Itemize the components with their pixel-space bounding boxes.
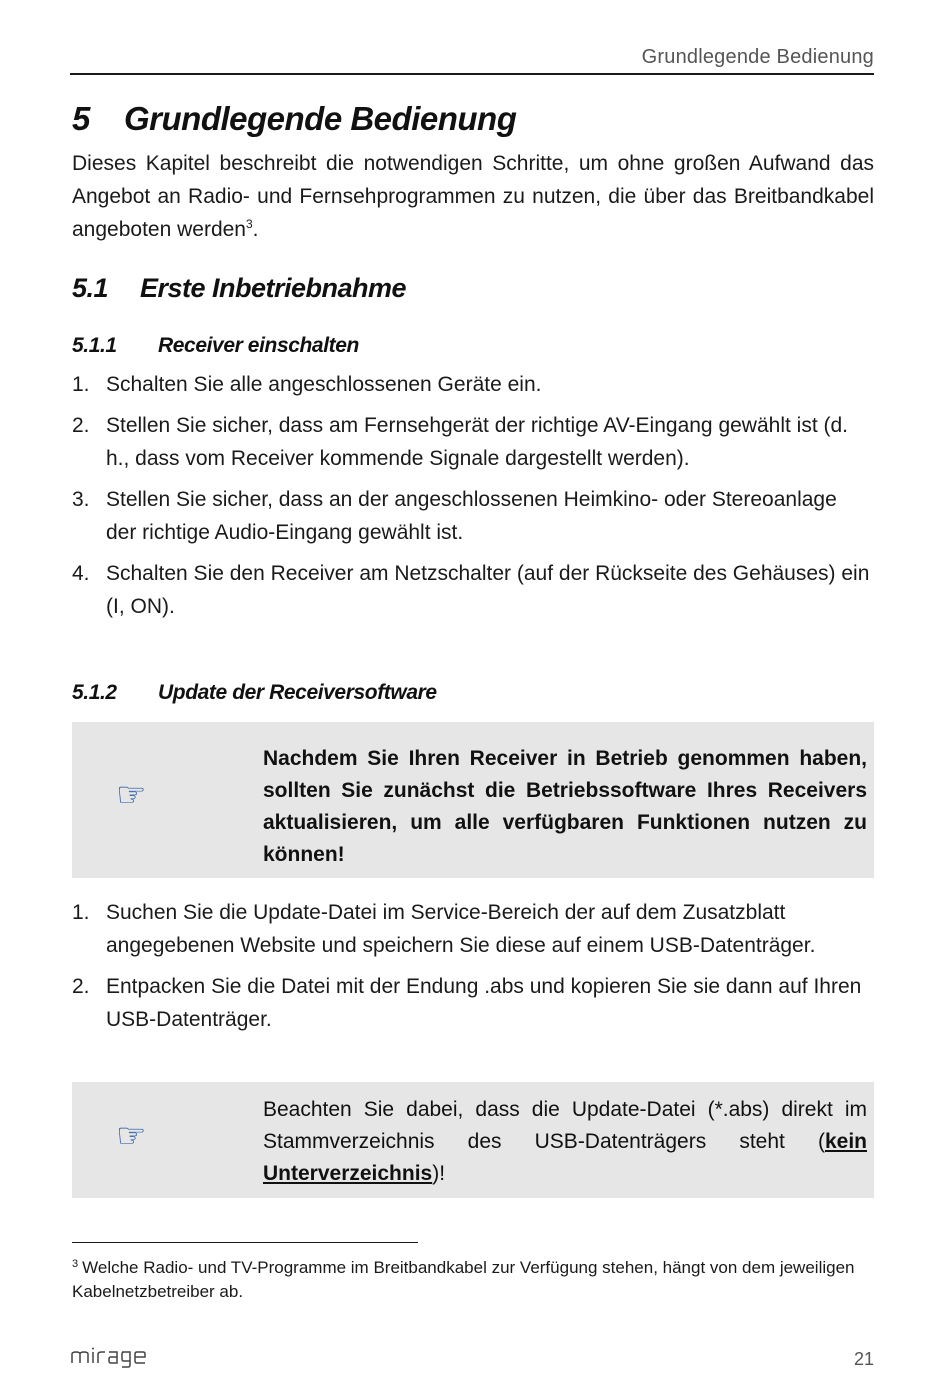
mirage-logo (70, 1346, 156, 1368)
list-item: 2. Stellen Sie sicher, dass am Fernsehgerät der richtige AV-Eingang gewählt ist (d. h., dass vom Receiver kommende Signale dargestellt werden). (72, 414, 849, 470)
list-item: 1. Schalten Sie alle angeschlossenen Geräte ein. (72, 373, 542, 396)
note-box-update (72, 722, 874, 878)
subsection-title: Update der Receiversoftware (158, 681, 437, 704)
section-number: 5.1 (72, 273, 109, 303)
chapter-number: 5 (72, 100, 90, 137)
pointing-hand-icon: ☞ (116, 1116, 147, 1156)
footnote (72, 1256, 872, 1304)
update-steps (72, 896, 872, 1044)
chapter-title: Grundlegende Bedienung (124, 100, 517, 137)
footnote-marker: 3 (72, 1258, 79, 1270)
header-rule (70, 73, 874, 75)
subsection-heading-update (72, 681, 437, 705)
list-item: 3. Stellen Sie sicher, dass an der angeschlossenen Heimkino- oder Stereoanlage der richtige Audio-Eingang gewählt ist. (72, 488, 837, 544)
subsection-number: 5.1.2 (72, 681, 117, 704)
chapter-heading (72, 100, 516, 138)
subsection-heading-receiver (72, 334, 359, 358)
subsection-title: Receiver einschalten (158, 334, 359, 357)
emphasis-text: kein Unterverzeichnis (263, 1130, 867, 1185)
list-item: 2. Entpacken Sie die Datei mit der Endung .abs und kopieren Sie sie dann auf Ihren USB-Datenträger. (72, 975, 862, 1031)
pointing-hand-icon: ☞ (116, 775, 147, 815)
note-text: Nachdem Sie Ihren Receiver in Betrieb genommen haben, sollten Sie zunächst die Betriebssoftware Ihres Receivers aktualisieren, um alle verfügbaren Funktionen nutzen zu können! (263, 747, 867, 866)
footnote-rule (72, 1242, 418, 1243)
running-header: Grundlegende Bedienung (641, 46, 874, 68)
page-number: 21 (853, 1349, 874, 1369)
section-title: Erste Inbetriebnahme (140, 273, 407, 303)
subsection-number: 5.1.1 (72, 334, 117, 357)
list-item: 1. Suchen Sie die Update-Datei im Service-Bereich der auf dem Zusatzblatt angegebenen Website und speichern Sie diese auf einem USB-Datenträger. (72, 901, 816, 957)
list-item: 4. Schalten Sie den Receiver am Netzschalter (auf der Rückseite des Gehäuses) ein (I, ON). (72, 562, 870, 618)
intro-text: Dieses Kapitel beschreibt die notwendigen Schritte, um ohne großen Aufwand das Angebot an Radio- und Fernsehprogrammen zu nutzen, die über das Breitbandkabel angeboten werden (72, 152, 874, 241)
section-heading (72, 273, 406, 304)
footnote-reference[interactable]: 3 (245, 217, 253, 231)
power-on-steps (72, 368, 872, 631)
note-text: Beachten Sie dabei, dass die Update-Datei (*.abs) direkt im Stammverzeichnis des USB-Datenträgers steht (kein Unterverzeichnis)! (263, 1098, 867, 1185)
footnote-text: Welche Radio- und TV-Programme im Breitbandkabel zur Verfügung stehen, hängt von dem jeweiligen Kabelnetzbetreiber ab. (72, 1258, 855, 1301)
intro-paragraph: Dieses Kapitel beschreibt die notwendigen Schritte, um ohne großen Aufwand das Angebot an Radio- und Fernsehprogrammen zu nutzen, die über das Breitbandkabel angeboten werden$^3$. (72, 152, 874, 241)
note-box-root-directory (72, 1082, 874, 1198)
